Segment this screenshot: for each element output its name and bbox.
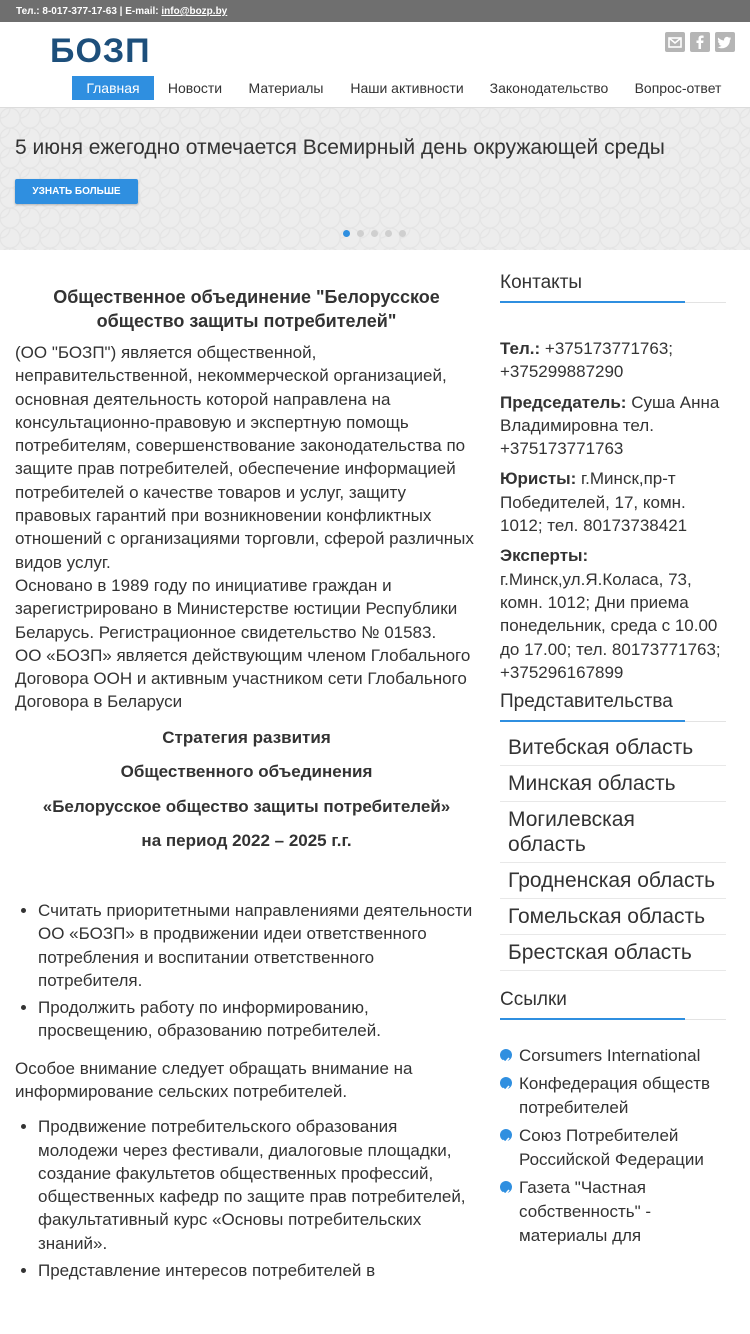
list-item: • Представление интересов потребителей в (38, 1259, 478, 1282)
region-grodno[interactable]: Гродненская область (500, 863, 726, 899)
contact-value: г.Минск,ул.Я.Коласа, 73, комн. 1012; Дни приема понедельник, среда с 10.00 до 17.00; тел. 80173771763; +375296167899 (500, 569, 721, 682)
region-vitebsk[interactable]: Витебская область (500, 730, 726, 766)
intro-paragraph: ОО «БОЗП» является действующим членом Глобального Договора ООН и активным участником сети Глобального Договора в Беларуси (15, 645, 471, 712)
slider-dot[interactable] (371, 230, 378, 237)
regions-heading: Представительства (500, 691, 726, 722)
list-item: • Продвижение потребительского образования молодежи через фестивали, диалоговые площадки, создание факультетов общественных профессий, общественных кафедр по защите прав потребителей, факультативный курс «Основы потребительских знаний». (38, 1115, 478, 1255)
twitter-icon[interactable] (715, 32, 735, 52)
intro-paragraph: (ОО "БОЗП") является общественной, неправительственной, некоммерческой организацией, основная деятельность которой направлена на консультационно-правовую и экспертную помощь потребителям, совершенствование законодательства по защите прав потребителей, обеспечение информацией потребителей о качестве товаров и услуг, защиту правовых гарантий при возникновении конфликтных отношений с организациями торговли, сферой различных видов услуг. (15, 343, 474, 572)
contact-value: +375173771763; +375299887290 (500, 339, 674, 382)
mail-icon[interactable] (665, 32, 685, 52)
link-label: Газета "Частная собственность" - материалы для (519, 1178, 652, 1246)
intro-paragraph: Основано в 1989 году по инициативе граждан и зарегистрировано в Министерстве юстиции Республики Беларусь. Регистрационное свидетельство № 01583. (15, 575, 458, 642)
region-minsk[interactable]: Минская область (500, 766, 726, 802)
link-label: Конфедерация обществ потребителей (519, 1074, 711, 1118)
strategy-line: Общественного объединения (120, 762, 373, 782)
check-icon (500, 1049, 512, 1061)
hero-slider (0, 108, 750, 250)
activities-list (15, 1115, 478, 1282)
slide-title: 5 июня ежегодно отмечается Всемирный день окружающей среды (15, 136, 665, 159)
site-logo[interactable]: БОЗП (50, 32, 151, 70)
nav-faq[interactable]: Вопрос-ответ (634, 80, 722, 96)
nav-legislation[interactable]: Законодательство (489, 80, 609, 96)
link-item[interactable] (500, 1176, 726, 1248)
strategy-heading (15, 726, 478, 852)
learn-more-button[interactable]: УЗНАТЬ БОЛЬШЕ (15, 179, 138, 204)
region-mogilev[interactable]: Могилевская область (500, 802, 726, 863)
slider-dot[interactable] (343, 230, 350, 237)
contact-value: г.Минск,пр-т Победителей, 17, комн. 1012; тел. 80173738421 (500, 469, 688, 536)
slider-dot[interactable] (357, 230, 364, 237)
site-header (0, 22, 750, 108)
contact-experts (500, 544, 726, 684)
contacts-heading: Контакты (500, 272, 726, 303)
contact-value: Суша Анна Владимировна тел. +375173771763 (500, 392, 720, 459)
check-icon (500, 1181, 512, 1193)
main-nav (0, 76, 750, 102)
top-contact-bar (0, 0, 750, 22)
contact-label: Юристы: (500, 469, 577, 489)
priority-list (15, 899, 478, 1043)
link-label: Союз Потребителей Российской Федерации (519, 1126, 704, 1170)
page-title: Общественное объединение "Белорусское общество защиты потребителей" (53, 287, 440, 331)
contact-label: Председатель: (500, 392, 627, 412)
strategy-line: «Белорусское общество защиты потребителей» (42, 796, 451, 816)
facebook-icon[interactable] (690, 32, 710, 52)
contact-phone (500, 337, 726, 384)
link-item[interactable] (500, 1124, 726, 1172)
contact-lawyers (500, 467, 726, 537)
link-item[interactable] (500, 1044, 726, 1068)
sidebar (500, 250, 726, 1334)
check-icon (500, 1129, 512, 1141)
links-heading: Ссылки (500, 989, 726, 1020)
list-item: • Считать приоритетными направлениями деятельности ОО «БОЗП» в продвижении идеи ответственного потребления и воспитании ответственного потребителя. (38, 899, 478, 992)
strategy-line: Стратегия развития (162, 727, 331, 747)
nav-home[interactable]: Главная (72, 76, 154, 100)
contact-label: Тел.: (500, 339, 541, 358)
strategy-line: на период 2022 – 2025 г.г. (141, 830, 352, 850)
contact-label: Эксперты: (500, 546, 589, 566)
list-item: • Продолжить работу по информированию, просвещению, образованию потребителей. (38, 996, 478, 1043)
link-item[interactable] (500, 1072, 726, 1120)
nav-materials[interactable]: Материалы (248, 80, 324, 96)
main-content (15, 250, 478, 1334)
regions-list (500, 730, 726, 971)
nav-news[interactable]: Новости (167, 80, 223, 96)
topbar-phone: Тел.: 8-017-377-17-63 | E-mail: (16, 6, 159, 17)
region-gomel[interactable]: Гомельская область (500, 899, 726, 935)
link-label: Corsumers International (519, 1046, 701, 1066)
nav-activities[interactable]: Наши активности (350, 80, 464, 96)
check-icon (500, 1077, 512, 1089)
slider-dot[interactable] (399, 230, 406, 237)
links-list (500, 1044, 726, 1248)
topbar-email-link[interactable]: info@bozp.by (161, 6, 228, 17)
intro-text (15, 341, 478, 714)
contact-chairman (500, 391, 726, 461)
contacts-block (500, 337, 726, 684)
note-text: Особое внимание следует обращать внимание на информирование сельских потребителей. (15, 1058, 413, 1101)
slider-dot[interactable] (385, 230, 392, 237)
region-brest[interactable]: Брестская область (500, 935, 726, 971)
